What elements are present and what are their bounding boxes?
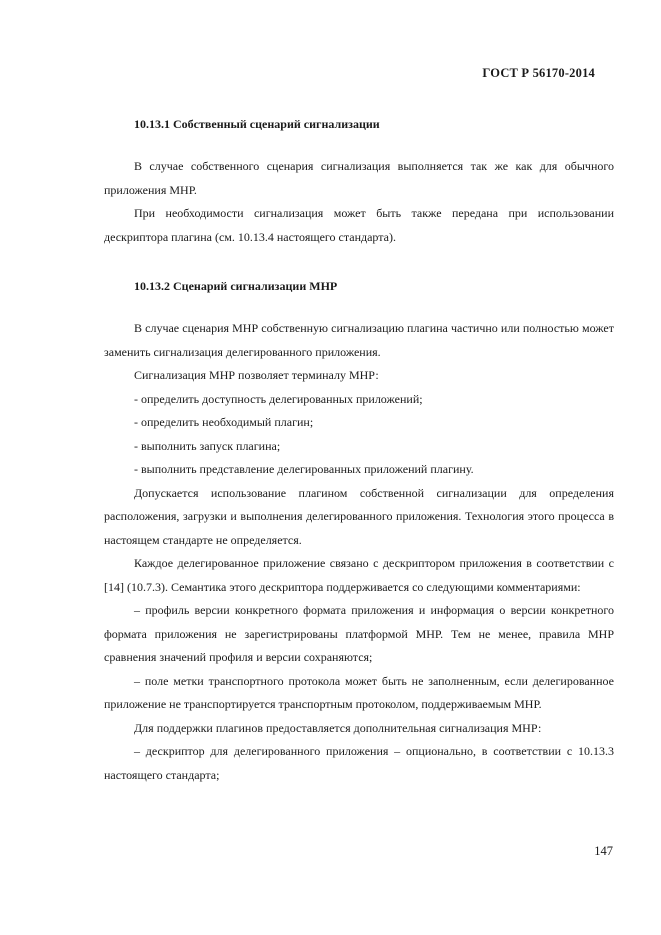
section-heading-10-13-2: 10.13.2 Сценарий сигнализации МНР: [134, 279, 338, 293]
list-item: – дескриптор для делегированного приложения – опционально, в соответствии с 10.13.3 настоящего стандарта;: [104, 744, 614, 782]
list-item: – поле метки транспортного протокола может быть не заполненным, если делегированное приложение не транспортируется транспортным протоколом, поддерживаемым МНР.: [104, 673, 614, 711]
paragraph: Допускается использование плагином собственной сигнализации для определения расположения, загрузки и выполнения делегированного приложения. Технология этого процесса в настоящем стандарте не определяется.: [104, 485, 614, 547]
paragraph: Сигнализация МНР позволяет терминалу МНР:: [134, 368, 379, 382]
page-number: 147: [594, 844, 613, 858]
section-heading-10-13-1: 10.13.1 Собственный сценарий сигнализации: [134, 117, 380, 131]
standard-code: ГОСТ Р 56170-2014: [482, 66, 595, 80]
list-item: – профиль версии конкретного формата приложения и информация о версии конкретного формата приложения не зарегистрированы платформой МНР. Тем не менее, правила МНР сравнения значений профиля и версии сохраняются;: [104, 603, 614, 664]
list-item: - определить доступность делегированных приложений;: [134, 391, 423, 406]
paragraph: Для поддержки плагинов предоставляется дополнительная сигнализация МНР:: [134, 720, 542, 735]
list-item: - выполнить запуск плагина;: [134, 438, 281, 453]
paragraph: В случае сценария МНР собственную сигнализацию плагина частично или полностью может заменить сигнализация делегированного приложения.: [104, 321, 614, 359]
section-body-10-13-2: [104, 317, 614, 787]
section-body-10-13-1: [104, 155, 614, 249]
paragraph: При необходимости сигнализация может быть также передана при использовании дескриптора плагина (см. 10.13.4 настоящего стандарта).: [104, 206, 614, 244]
paragraph: В случае собственного сценария сигнализация выполняется так же как для обычного приложения МНР.: [104, 159, 614, 197]
list-item: - определить необходимый плагин;: [134, 415, 314, 429]
list-item: - выполнить представление делегированных приложений плагину.: [134, 462, 474, 476]
paragraph: Каждое делегированное приложение связано с дескриптором приложения в соответствии с [14] (10.7.3). Семантика этого дескриптора поддерживается со следующими комментариями:: [104, 556, 614, 594]
